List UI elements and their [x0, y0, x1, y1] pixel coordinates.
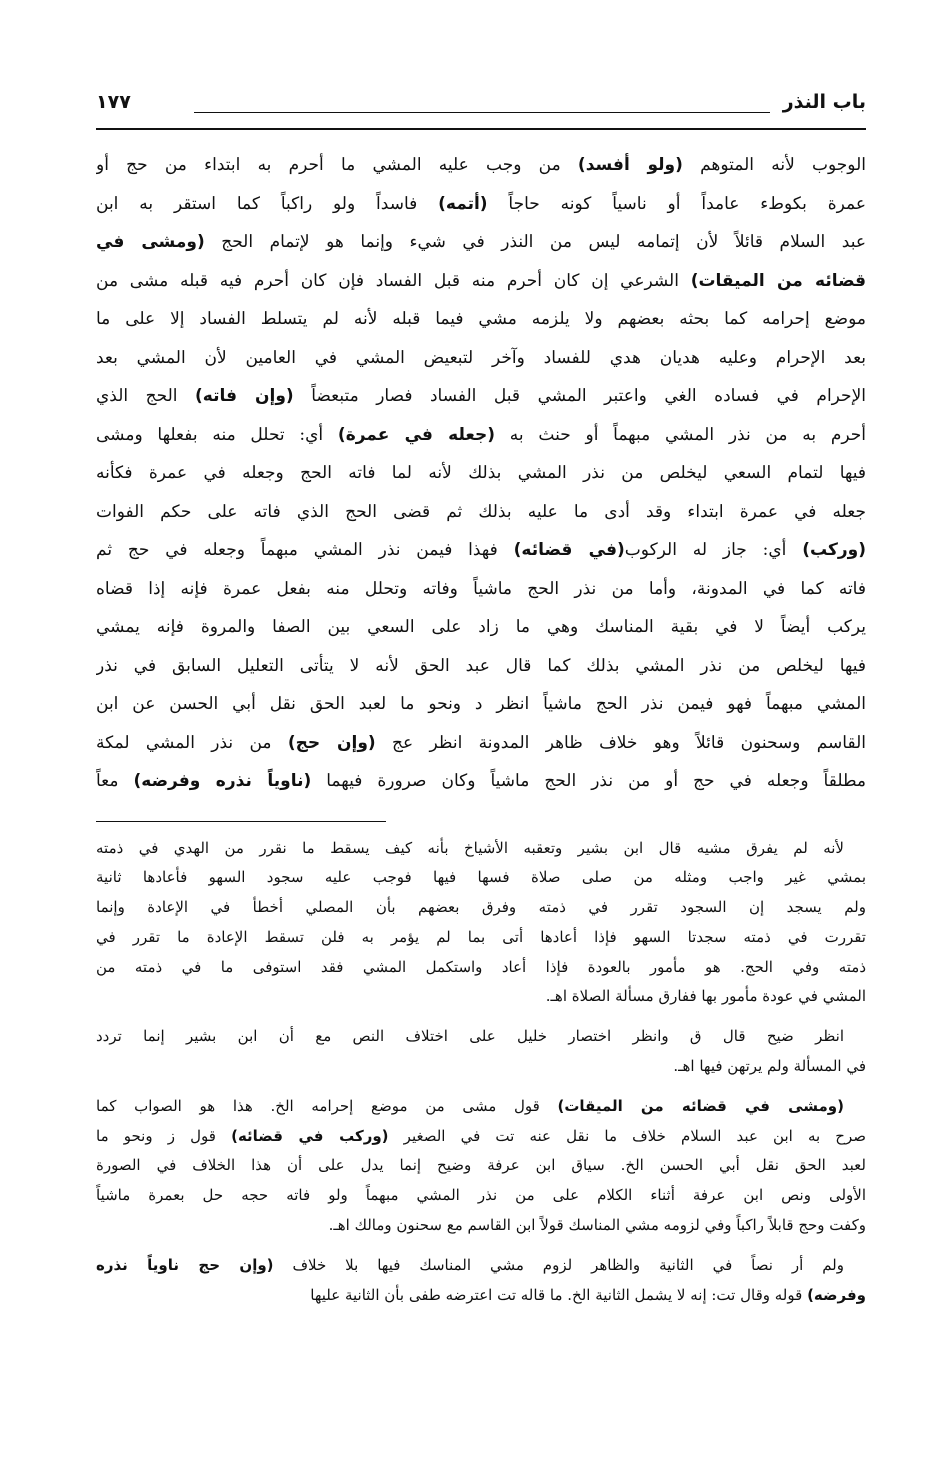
- text-line: [96, 1092, 866, 1122]
- text-segment: الوجوب لأنه المتوهم: [682, 155, 866, 175]
- page-number: ١٧٧: [96, 91, 131, 113]
- text-line: [96, 339, 866, 378]
- text-segment: معاً: [96, 771, 134, 791]
- footnote-paragraph: [96, 1251, 866, 1311]
- text-segment: من نذر المشي لمكة: [96, 732, 288, 753]
- text-line: [96, 1281, 866, 1311]
- text-line: [96, 685, 866, 724]
- text-segment: بعد الإحرام وعليه هديان هدي للفساد وآخر لتبعيض المشي في العامين لأن المشي بعد: [96, 347, 866, 368]
- text-segment: جعله في عمرة ابتداء وقد أدى ما عليه بذلك ثم قضى الحج الذي فاته على حكم الفوات: [96, 501, 866, 522]
- text-segment: انظر ضيح قال ق وانظر اختصار خليل على اختلاف النص مع أن ابن بشير إنما تردد: [96, 1027, 844, 1046]
- running-header: [96, 88, 866, 124]
- text-line: [96, 1181, 866, 1211]
- bold-matn-quote: قضائه من الميقات): [690, 270, 866, 291]
- text-line: [96, 893, 866, 923]
- text-segment: تقررت في ذمته سجدتا السهو فإذا أعادها أتى بما لم يؤمر به فلن تسقط الإعادة ما تقرر في: [96, 927, 866, 946]
- text-segment: أي: تحلل منه بفعلها ومشى: [96, 424, 338, 445]
- text-line: [96, 982, 866, 1012]
- text-segment: لأنه لم يفرق مشيه قال ابن بشير وتعقبه الأشياخ بأنه كيف يسقط ما نقرر من الهدي في ذمته: [96, 838, 844, 857]
- text-segment: أي: جاز له الركوب: [624, 540, 803, 560]
- text-segment: يركب أيضاً لا في بقية المناسك وهي ما زاد على السعي بين الصفا والمروة فإنه يمشي: [96, 617, 866, 637]
- text-line: [96, 300, 866, 339]
- text-line: [96, 1122, 866, 1152]
- bold-matn-quote: (وإن فاته): [195, 386, 294, 406]
- chapter-title: باب النذر: [782, 91, 866, 113]
- text-segment: صرح به ابن عبد السلام خلاف ما نقل عنه تت في الصغير: [388, 1126, 866, 1145]
- text-segment: فاسداً ولو راكباً كما استقر به ابن: [96, 193, 439, 214]
- text-line: [96, 531, 866, 570]
- bold-matn-quote: (وركب في قضائه): [231, 1126, 389, 1145]
- text-line: [96, 863, 866, 893]
- text-line: [96, 1151, 866, 1181]
- text-segment: فيها لتمام السعي ليخلص من نذر المشي بذلك لأنه لما فاته الحج وجعله في عمرة فكأنه: [96, 463, 866, 483]
- bold-matn-quote: (وإن حج): [287, 732, 376, 753]
- text-line: [96, 762, 866, 801]
- text-line: [96, 647, 866, 686]
- text-line: [96, 608, 866, 647]
- text-segment: لعبد الحق نقل أبي الحسن الخ. سياق ابن عرفة وضيح إنما يدل على أن هذا الخلاف في الصورة: [96, 1156, 866, 1175]
- text-segment: في المسألة ولم يرتهن فيها اهـ.: [673, 1057, 866, 1076]
- text-segment: عمرة بكوطء عامداً أو ناسياً كونه حاجاً: [487, 193, 866, 214]
- bold-matn-quote: (ومشى في قضائه من الميقات): [557, 1096, 844, 1115]
- text-segment: قول مشى من موضع إحرامه الخ. هذا هو الصواب كما: [96, 1096, 558, 1115]
- footnote-paragraph: [96, 1022, 866, 1082]
- text-line: [96, 1251, 866, 1281]
- book-page: [96, 88, 866, 1320]
- text-segment: الإحرام في فساده الغي واعتبر المشي قبل الفساد فصار متبعضاً: [293, 386, 866, 406]
- bold-matn-quote: (وإن حج ناوياً نذره: [96, 1255, 274, 1274]
- text-segment: مطلقاً وجعله في حج أو من نذر الحج ماشياً وكان صرورة فيهما: [311, 771, 866, 791]
- text-line: [96, 223, 866, 262]
- text-line: [96, 377, 866, 416]
- bold-matn-quote: (ومشى في: [96, 232, 205, 252]
- text-segment: من وجب عليه المشي ما أحرم به ابتداء من حج أو: [96, 155, 578, 175]
- text-line: [96, 834, 866, 864]
- footnote-divider: [96, 821, 386, 822]
- header-leader-line: [194, 112, 770, 113]
- text-segment: بمشي غير واجب ومثله من صلى صلاة فسها فيها فوجب عليه سجود السهو فأعادها ثانية: [96, 868, 866, 887]
- text-segment: وكفت وحج قابلاً راكباً وفي لزومه مشي المناسك قولاً ابن القاسم مع سحنون ومالك اهـ.: [328, 1216, 866, 1235]
- text-line: [96, 416, 866, 455]
- header-rule: [96, 128, 866, 130]
- footnotes-section: [96, 834, 866, 1311]
- footnote-paragraph: [96, 834, 866, 1013]
- text-line: [96, 724, 866, 763]
- text-line: [96, 1211, 866, 1241]
- bold-matn-quote: (ناوياً نذره وفرضه): [133, 771, 312, 791]
- text-segment: الشرعي إن كان أحرم منه قبل الفساد فإن كان أحرم فيه قبله مشى من: [96, 270, 691, 291]
- footnote-paragraph: [96, 1092, 866, 1241]
- text-line: [96, 953, 866, 983]
- text-segment: ولم أر نصاً في الثانية والظاهر لزوم مشي المناسك فيها بلا خلاف: [273, 1255, 844, 1274]
- text-line: [96, 1022, 866, 1052]
- text-segment: فاته كما في المدونة، وأما من نذر الحج ماشياً وفاته وتحلل منه بفعل عمرة فإنه إذا قضاه: [96, 578, 866, 599]
- text-segment: عبد السلام قائلاً لأن إتمامه ليس من النذر في شيء وإنما هو لإتمام الحج: [204, 232, 866, 252]
- text-segment: ذمته وفي الحج. هو مأمور بالعودة فإذا أعاد واستكمل المشي فقد استوفى ما في ذمته من: [96, 957, 866, 976]
- main-text-body: [96, 146, 866, 801]
- text-segment: قول ز ونحو ما: [96, 1126, 232, 1145]
- text-line: [96, 493, 866, 532]
- text-line: [96, 146, 866, 185]
- text-segment: ولم يسجد إن السجود تقرر في ذمته وفرق بعضهم بأن المصلي أخطأ في الإعادة وإنما: [96, 898, 866, 917]
- bold-matn-quote: (ولو أفسد): [577, 155, 683, 175]
- text-line: [96, 923, 866, 953]
- bold-matn-quote: (في قضائه): [513, 540, 625, 560]
- text-segment: موضع إحرامه كما بحثه بعضهم ولا يلزمه مشي فيما قبله لأنه لم يتسلط الفساد إلا على ما: [96, 309, 866, 329]
- text-segment: الأولى ونص ابن عرفة أثناء الكلام على من نذر المشي مبهماً ولو فاته حجه حل بعمرة ماشياً: [96, 1186, 866, 1205]
- text-line: [96, 185, 866, 224]
- bold-matn-quote: وفرضه): [807, 1285, 866, 1304]
- text-segment: فهذا فيمن نذر المشي مبهماً وجعله في حج ثم: [96, 540, 514, 560]
- bold-matn-quote: (وركب): [802, 540, 866, 560]
- text-segment: المشي مبهماً فهو فيمن نذر الحج ماشياً انظر د ونحو ما لعبد الحق نقل أبي الحسن عن ابن: [96, 694, 866, 714]
- text-line: [96, 570, 866, 609]
- text-line: [96, 454, 866, 493]
- bold-matn-quote: (جعله في عمرة): [337, 424, 496, 445]
- text-segment: الحج الذي: [96, 386, 196, 406]
- text-line: [96, 262, 866, 301]
- text-segment: أحرم به من نذر المشي مبهماً أو حنث به: [495, 424, 866, 445]
- text-segment: القاسم وسحنون قائلاً وهو خلاف ظاهر المدونة انظر عج: [375, 732, 866, 753]
- text-segment: فيها ليخلص من نذر المشي بذلك كما قال عبد الحق لأنه لا يتأتى التعليل السابق في نذر: [96, 655, 866, 676]
- text-line: [96, 1052, 866, 1082]
- bold-matn-quote: (أتمه): [438, 193, 488, 214]
- text-segment: قوله وقال تت: إنه لا يشمل الثانية الخ. ما قاله تت اعترضه طفى بأن الثانية عليها: [310, 1285, 808, 1304]
- text-segment: المشي في عودة مأمور بها ففارق مسألة الصلاة اهـ.: [545, 987, 866, 1006]
